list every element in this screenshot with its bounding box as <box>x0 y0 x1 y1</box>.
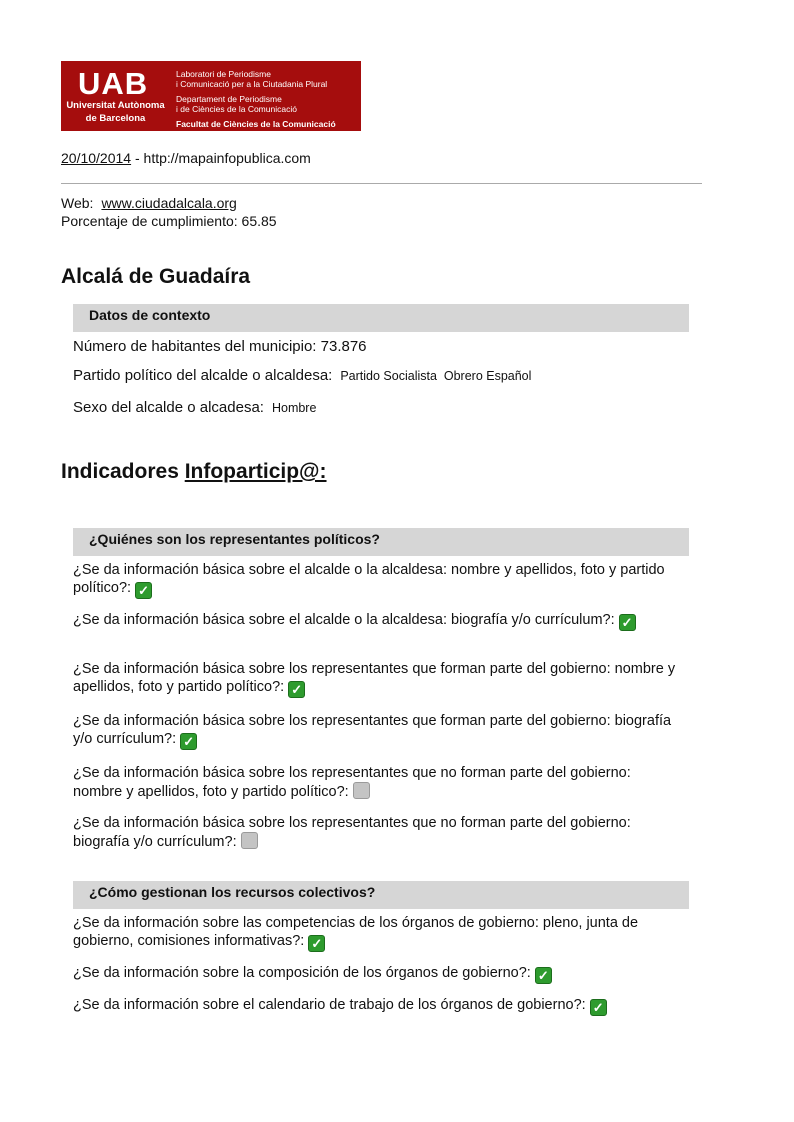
mayor-party: Partido político del alcalde o alcaldesa: Partido Socialista Obrero Español <box>73 367 532 384</box>
uab-logo <box>61 61 361 131</box>
report-meta: 20/10/2014 - http://mapainfopublica.com <box>61 150 311 166</box>
check-mark-icon: ✓ <box>288 681 305 698</box>
logo-acronym: UAB <box>78 66 149 101</box>
divider <box>61 183 702 184</box>
section-header-resources: ¿Cómo gestionan los recursos colectivos? <box>73 881 689 909</box>
question-item: ¿Se da información básica sobre los representantes que no forman parte del gobierno: nombre y apellidos, foto y partido político?: <box>73 765 631 800</box>
question-item: ¿Se da información básica sobre los representantes que forman parte del gobierno: biografía y/o currículum?: ✓ <box>73 713 672 749</box>
check-mark-icon: ✓ <box>535 967 552 984</box>
indicators-title: Indicadores Infoparticip@: <box>61 460 327 483</box>
check-mark-icon: ✓ <box>590 999 607 1016</box>
municipality-title: Alcalá de Guadaíra <box>61 265 251 288</box>
municipality-web-link[interactable]: www.ciudadalcala.org <box>101 195 237 211</box>
report-date-link[interactable]: 20/10/2014 <box>61 150 132 166</box>
gray-square-icon <box>241 832 258 849</box>
site-url: http://mapainfopublica.com <box>143 150 311 166</box>
compliance-percentage: Porcentaje de cumplimiento: 65.85 <box>61 213 277 229</box>
question-item: ¿Se da información sobre las competencias de los órganos de gobierno: pleno, junta de gobierno, comisiones informativas?: ✓ <box>73 915 639 951</box>
check-mark-icon: ✓ <box>135 582 152 599</box>
inhabitants: Número de habitantes del municipio: 73.876 <box>73 338 367 355</box>
gray-square-icon <box>353 782 370 799</box>
question-item: ¿Se da información básica sobre el alcalde o la alcaldesa: nombre y apellidos, foto y partido político?: ✓ <box>73 562 665 598</box>
question-item: ¿Se da información básica sobre el alcalde o la alcaldesa: biografía y/o currículum?: ✓ <box>73 611 683 631</box>
check-mark-icon: ✓ <box>619 614 636 631</box>
section-header-representatives: ¿Quiénes son los representantes políticos? <box>73 528 689 556</box>
check-mark-icon: ✓ <box>308 935 325 952</box>
mayor-sex: Sexo del alcalde o alcadesa: Hombre <box>73 399 317 416</box>
check-mark-icon: ✓ <box>180 733 197 750</box>
infoparticipa-link[interactable]: Infoparticip@: <box>184 460 327 483</box>
logo-departments: Laboratori de Periodisme i Comunicació per a la Ciutadania Plural Departament de Periodisme i de Ciències de la Comunicació Facultat de Ciències de la Comunicació <box>176 69 336 129</box>
question-item: ¿Se da información sobre el calendario de trabajo de los órganos de gobierno?: ✓ <box>73 996 683 1016</box>
question-item: ¿Se da información básica sobre los representantes que no forman parte del gobierno: biografía y/o currículum?: <box>73 815 631 850</box>
context-header: Datos de contexto <box>73 304 689 332</box>
question-item: ¿Se da información básica sobre los representantes que forman parte del gobierno: nombre y apellidos, foto y partido político?: ✓ <box>73 661 676 697</box>
question-item: ¿Se da información sobre la composición de los órganos de gobierno?: ✓ <box>73 964 683 984</box>
logo-university: Universitat Autònoma de Barcelona <box>66 100 165 124</box>
web-info: Web: www.ciudadalcala.org Porcentaje de cumplimiento: 65.85 <box>61 195 277 229</box>
